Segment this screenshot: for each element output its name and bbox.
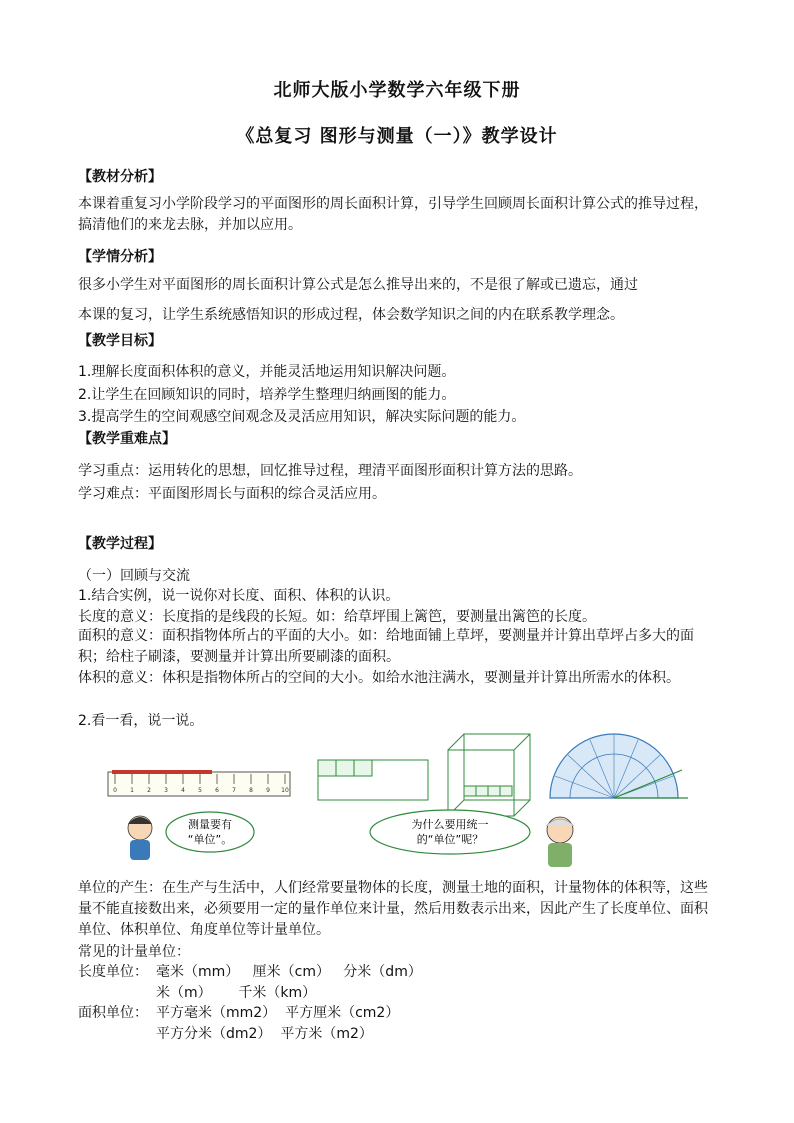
goal-item-2: 2.让学生在回顾知识的同时，培养学生整理归纳画图的能力。 [78,387,456,403]
ruler-tick-label: 9 [266,787,270,794]
ruler-tick-label: 5 [198,787,202,794]
goal-item-1: 1.理解长度面积体积的意义，并能灵活地运用知识解决问题。 [78,364,456,380]
section-heading-goals: 【教学目标】 [78,333,162,349]
students-text-line1: 很多小学生对平面图形的周长面积计算公式是怎么推导出来的，不是很了解或已遗忘，通过 [78,277,638,293]
unit-origin: 单位的产生：在生产与生活中，人们经常要量物体的长度，测量土地的面积，计量物体的体积等，这些量不能直接数出来，必须要用一定的量作单位来计量，然后用数表示出来，因此产生了长度单位、面积单位、体积单位、角度单位等计量单位。 [78,880,708,938]
length-units-row1: 毫米（mm） 厘米（cm） 分米（dm） [156,964,422,980]
ruler-tick-label: 8 [249,787,253,794]
bubble-right-line2: 的“单位”呢？ [416,833,484,846]
process-part1: （一）回顾与交流 [78,568,190,584]
bubble-right-line1: 为什么要用统一 [411,818,489,831]
bubble-left-line2: “单位”。 [187,833,233,846]
goal-item-3: 3.提高学生的空间观感空间观念及灵活应用知识，解决实际问题的能力。 [78,409,526,425]
area-units-row1: 平方毫米（mm2） 平方厘米（cm2） [156,1005,400,1021]
area-meaning: 面积的意义：面积指物体所占的平面的大小。如：给地面铺上草坪，要测量并计算出草坪占多大的面积；给柱子刷漆，要测量并计算出所要刷漆的面积。 [78,628,694,665]
ruler-tick-label: 7 [232,787,236,794]
key-difficulty: 学习难点：平面图形周长与面积的综合灵活应用。 [78,486,386,502]
ruler-tick-label: 0 [113,787,117,794]
process-step2: 2.看一看，说一说。 [78,713,204,729]
volume-cube [448,734,530,816]
area-units-row2: 平方分米（dm2） 平方米（m2） [156,1026,373,1042]
speech-bubble-left [166,812,254,852]
area-units-label: 面积单位： [78,1005,148,1021]
common-units-heading: 常见的计量单位： [78,944,190,960]
length-units-label: 长度单位： [78,964,148,980]
bubble-left-line1: 测量要有 [188,818,232,831]
length-units-row2: 米（m） 千米（km） [156,985,317,1001]
measurement-illustration [100,728,700,878]
red-line-segment [112,770,212,774]
ruler-tick-label: 10 [281,787,289,794]
speech-bubble-right [370,810,530,854]
ruler-tick-label: 4 [181,787,185,794]
material-text: 本课着重复习小学阶段学习的平面图形的周长面积计算，引导学生回顾周长面积计算公式的推导过程，搞清他们的来龙去脉，并加以应用。 [78,196,708,233]
key-focus: 学习重点：运用转化的思想，回忆推导过程，理清平面图形面积计算方法的思路。 [78,463,582,479]
doc-title: 北师大版小学数学六年级下册 [273,80,521,101]
area-grid [318,760,428,800]
ruler-tick-label: 1 [130,787,134,794]
students-text-line2: 本课的复习，让学生系统感悟知识的形成过程，体会数学知识之间的内在联系教学理念。 [78,307,624,323]
ruler-tick-label: 3 [164,787,168,794]
section-heading-students: 【学情分析】 [78,249,162,265]
section-heading-material: 【教材分析】 [78,169,162,185]
process-step1: 1.结合实例，说一说你对长度、面积、体积的认识。 [78,588,400,604]
teacher-figure [546,817,574,867]
volume-meaning: 体积的意义：体积是指物体所占的空间的大小。如给水池注满水，要测量并计算出所需水的体积。 [78,670,680,686]
protractor [550,734,688,798]
ruler [108,770,290,796]
ruler-tick-label: 6 [215,787,219,794]
section-heading-keypoints: 【教学重难点】 [78,431,176,447]
length-meaning: 长度的意义：长度指的是线段的长短。如：给草坪围上篱笆，要测量出篱笆的长度。 [78,609,596,625]
ruler-tick-label: 2 [147,787,151,794]
doc-subtitle: 《总复习 图形与测量（一）》教学设计 [236,126,558,147]
boy-figure [128,816,152,860]
section-heading-process: 【教学过程】 [78,536,162,552]
